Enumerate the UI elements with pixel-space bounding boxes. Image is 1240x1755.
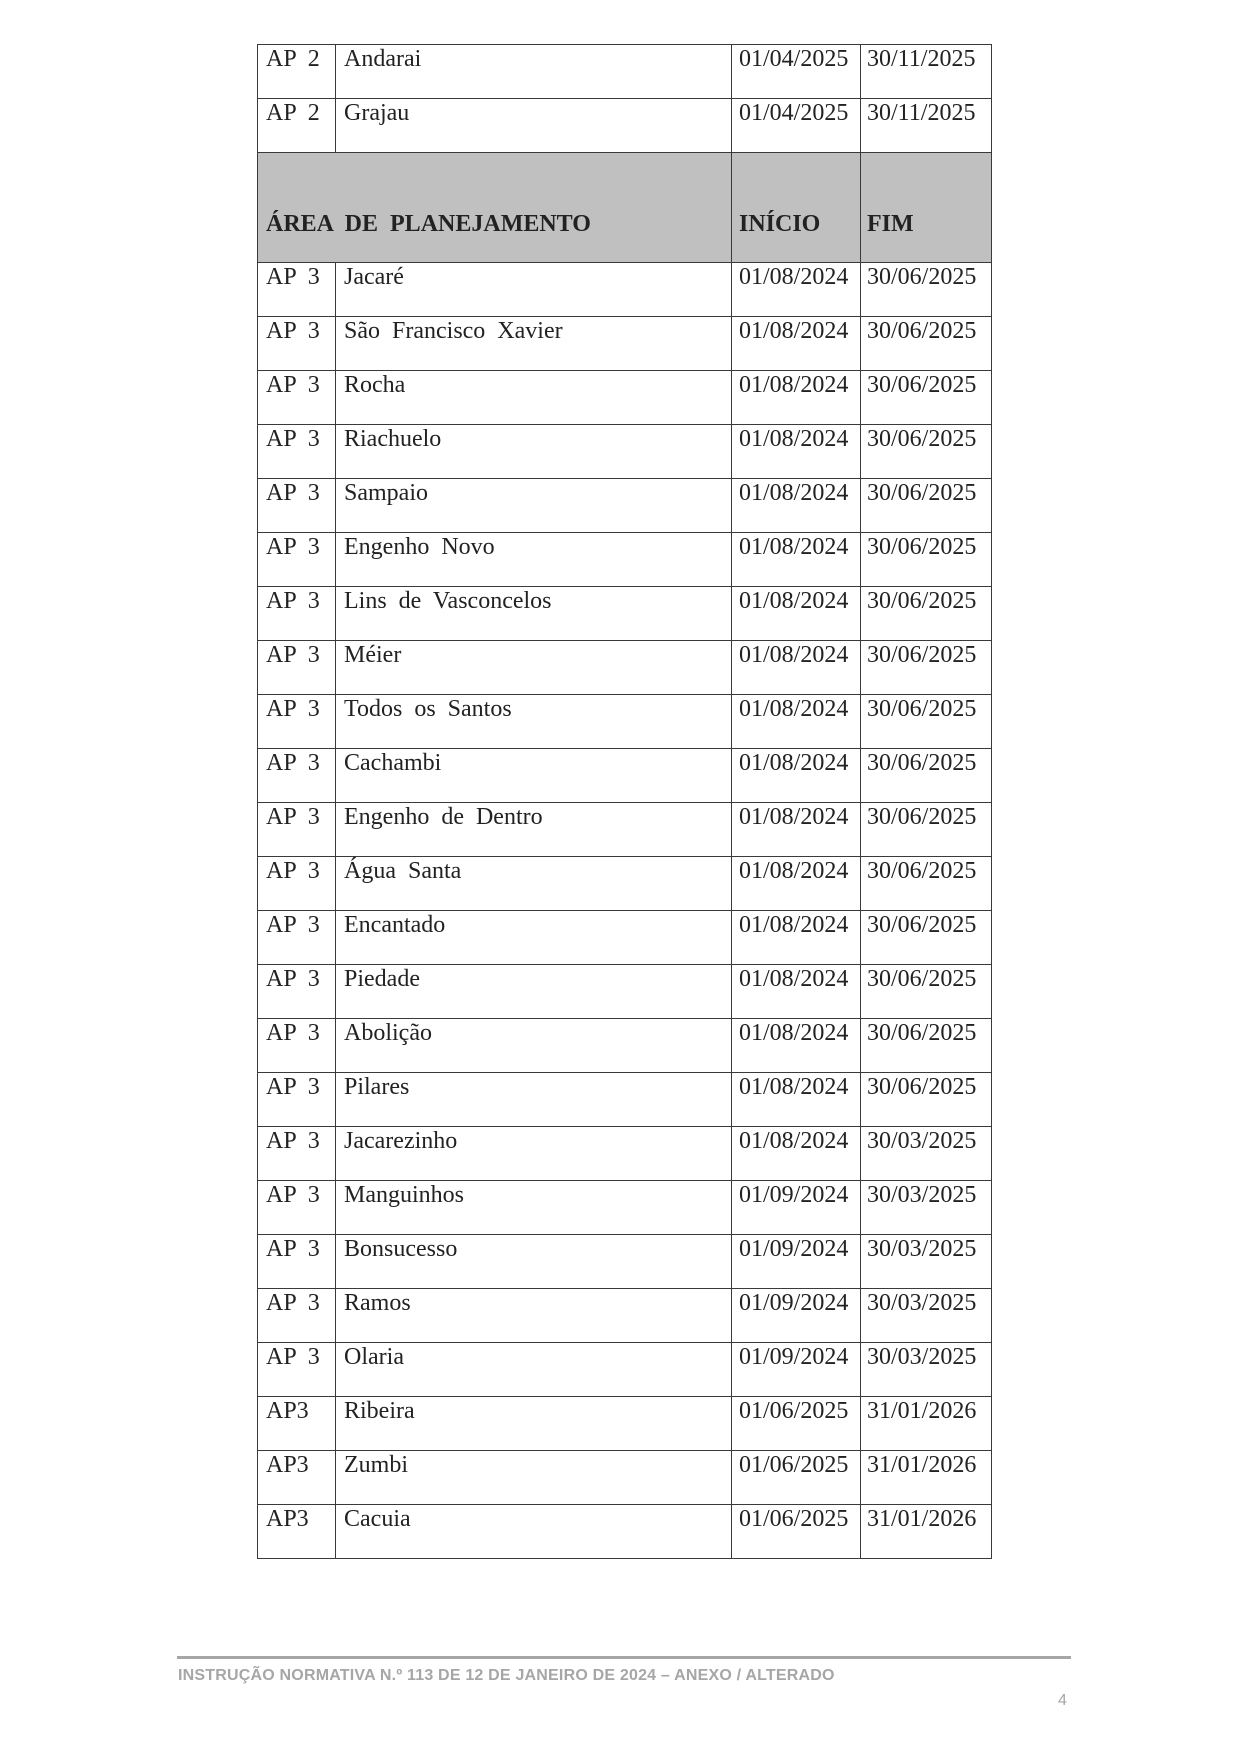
cell-area [336,45,732,99]
cell-inicio [732,641,861,695]
cell-area-text: Lins de Vasconcelos [344,588,552,614]
cell-inicio-text: 01/08/2024 [739,264,849,290]
table-row [258,1451,992,1505]
table-row [258,911,992,965]
cell-area-text: Ramos [344,1290,411,1316]
cell-area-text: Jacaré [344,264,404,290]
cell-ap-text: AP 3 [266,1290,320,1316]
table-row [258,425,992,479]
cell-inicio [732,803,861,857]
cell-fim-text: 30/06/2025 [867,372,977,398]
header-row [258,153,992,263]
cell-inicio [732,1397,861,1451]
cell-fim-text: 30/06/2025 [867,1074,977,1100]
table-row [258,371,992,425]
cell-inicio-text: 01/08/2024 [739,372,849,398]
cell-inicio-text: 01/08/2024 [739,534,849,560]
cell-area-text: Bonsucesso [344,1236,458,1262]
cell-fim [861,1451,992,1505]
cell-area-text: Ribeira [344,1398,415,1424]
cell-fim [861,641,992,695]
cell-area-text: Manguinhos [344,1182,464,1208]
cell-fim [861,479,992,533]
cell-inicio-text: 01/08/2024 [739,804,849,830]
cell-area [336,99,732,153]
cell-inicio-text: 01/09/2024 [739,1290,849,1316]
cell-ap [258,263,336,317]
cell-area [336,641,732,695]
cell-area [336,1451,732,1505]
cell-inicio [732,911,861,965]
cell-inicio [732,317,861,371]
cell-area-text: São Francisco Xavier [344,318,563,344]
cell-area-text: Grajau [344,100,410,126]
table-row [258,1019,992,1073]
cell-inicio [732,45,861,99]
cell-area-text: Todos os Santos [344,696,512,722]
cell-fim [861,1397,992,1451]
cell-area [336,749,732,803]
footer-divider [177,1656,1071,1659]
cell-fim [861,695,992,749]
cell-ap [258,1397,336,1451]
cell-area-text: Olaria [344,1344,404,1370]
cell-fim [861,749,992,803]
cell-ap-text: AP 3 [266,1128,320,1154]
cell-inicio [732,99,861,153]
cell-ap [258,1451,336,1505]
cell-area-text: Riachuelo [344,426,442,452]
cell-ap-text: AP 3 [266,1344,320,1370]
cell-inicio [732,749,861,803]
table-row [258,1235,992,1289]
cell-area [336,1235,732,1289]
cell-fim [861,263,992,317]
cell-fim-text: 30/11/2025 [867,46,976,72]
cell-fim [861,317,992,371]
page-number: 4 [1058,1692,1067,1709]
cell-ap [258,45,336,99]
cell-fim-text: 30/06/2025 [867,642,977,668]
cell-area [336,371,732,425]
cell-area-text: Jacarezinho [344,1128,458,1154]
cell-fim [861,857,992,911]
cell-inicio [732,1505,861,1559]
cell-inicio [732,371,861,425]
table-row [258,803,992,857]
cell-area-text: Engenho de Dentro [344,804,543,830]
header-area: ÁREA DE PLANEJAMENTO [258,153,732,263]
cell-ap-text: AP3 [266,1506,309,1532]
cell-fim-text: 30/06/2025 [867,318,977,344]
cell-ap-text: AP 3 [266,912,320,938]
cell-area [336,911,732,965]
cell-area-text: Engenho Novo [344,534,495,560]
cell-fim [861,1505,992,1559]
cell-area [336,965,732,1019]
cell-ap-text: AP 3 [266,804,320,830]
cell-ap [258,641,336,695]
cell-ap-text: AP 3 [266,1182,320,1208]
cell-inicio-text: 01/08/2024 [739,318,849,344]
cell-inicio [732,695,861,749]
cell-fim-text: 30/06/2025 [867,750,977,776]
cell-fim-text: 30/06/2025 [867,264,977,290]
table-row [258,695,992,749]
cell-fim-text: 30/03/2025 [867,1344,977,1370]
planning-area-table [257,44,992,1559]
table-body-main [258,263,992,1559]
cell-inicio [732,1019,861,1073]
cell-fim-text: 30/06/2025 [867,912,977,938]
cell-ap-text: AP 3 [266,858,320,884]
table-row [258,1181,992,1235]
cell-area-text: Zumbi [344,1452,408,1478]
cell-inicio-text: 01/08/2024 [739,1074,849,1100]
cell-ap-text: AP 2 [266,46,320,72]
cell-fim-text: 30/03/2025 [867,1236,977,1262]
cell-ap [258,1235,336,1289]
cell-fim [861,45,992,99]
cell-area [336,695,732,749]
cell-fim-text: 30/06/2025 [867,1020,977,1046]
cell-inicio [732,533,861,587]
table-row [258,1343,992,1397]
cell-fim [861,1073,992,1127]
cell-fim [861,1289,992,1343]
cell-area [336,1397,732,1451]
cell-area-text: Água Santa [344,858,462,884]
cell-area [336,1019,732,1073]
cell-fim-text: 30/06/2025 [867,696,977,722]
cell-inicio [732,1073,861,1127]
cell-ap [258,749,336,803]
table-row [258,587,992,641]
cell-ap [258,587,336,641]
cell-ap-text: AP 3 [266,426,320,452]
cell-fim-text: 30/11/2025 [867,100,976,126]
cell-ap-text: AP 3 [266,750,320,776]
cell-ap [258,533,336,587]
cell-ap-text: AP 3 [266,264,320,290]
cell-inicio [732,1451,861,1505]
cell-area-text: Piedade [344,966,420,992]
table-row [258,641,992,695]
cell-fim-text: 30/06/2025 [867,966,977,992]
cell-fim [861,1235,992,1289]
cell-inicio-text: 01/08/2024 [739,1128,849,1154]
cell-area-text: Cacuia [344,1506,411,1532]
table-row [258,857,992,911]
cell-inicio [732,479,861,533]
cell-ap [258,1343,336,1397]
cell-fim-text: 30/06/2025 [867,858,977,884]
cell-ap [258,911,336,965]
cell-area [336,317,732,371]
cell-fim-text: 30/06/2025 [867,804,977,830]
cell-fim-text: 30/03/2025 [867,1128,977,1154]
cell-fim [861,425,992,479]
cell-inicio [732,263,861,317]
cell-area [336,803,732,857]
cell-area-text: Sampaio [344,480,428,506]
cell-area-text: Méier [344,642,402,668]
cell-inicio-text: 01/04/2025 [739,46,849,72]
cell-inicio [732,857,861,911]
cell-inicio-text: 01/08/2024 [739,858,849,884]
cell-inicio-text: 01/08/2024 [739,966,849,992]
cell-fim [861,803,992,857]
cell-area [336,479,732,533]
cell-inicio [732,1343,861,1397]
cell-ap-text: AP 3 [266,318,320,344]
cell-inicio-text: 01/08/2024 [739,642,849,668]
cell-inicio-text: 01/08/2024 [739,480,849,506]
cell-ap [258,857,336,911]
cell-area-text: Abolição [344,1020,432,1046]
cell-fim-text: 30/03/2025 [867,1290,977,1316]
cell-ap [258,1073,336,1127]
cell-area [336,1505,732,1559]
cell-fim [861,911,992,965]
cell-fim [861,1343,992,1397]
cell-ap-text: AP 2 [266,100,320,126]
cell-ap [258,371,336,425]
table-row [258,1073,992,1127]
table-row [258,479,992,533]
cell-fim-text: 30/03/2025 [867,1182,977,1208]
cell-area [336,1127,732,1181]
cell-ap [258,1019,336,1073]
cell-ap [258,317,336,371]
cell-ap [258,479,336,533]
cell-ap-text: AP 3 [266,966,320,992]
cell-ap-text: AP 3 [266,1236,320,1262]
cell-fim-text: 30/06/2025 [867,426,977,452]
cell-fim [861,1019,992,1073]
cell-area [336,1289,732,1343]
table-row [258,533,992,587]
cell-inicio-text: 01/06/2025 [739,1452,849,1478]
table-row [258,317,992,371]
cell-inicio-text: 01/09/2024 [739,1236,849,1262]
cell-fim-text: 31/01/2026 [867,1398,977,1424]
cell-area-text: Andarai [344,46,422,72]
table-row [258,45,992,99]
table-row [258,1505,992,1559]
cell-ap-text: AP3 [266,1398,309,1424]
table-row [258,263,992,317]
cell-ap [258,965,336,1019]
table-row [258,1289,992,1343]
cell-inicio [732,1289,861,1343]
cell-inicio-text: 01/09/2024 [739,1182,849,1208]
cell-area [336,425,732,479]
cell-ap [258,425,336,479]
cell-area [336,857,732,911]
cell-inicio [732,965,861,1019]
table-row [258,99,992,153]
cell-ap [258,1289,336,1343]
cell-inicio-text: 01/06/2025 [739,1398,849,1424]
cell-area-text: Rocha [344,372,406,398]
cell-ap-text: AP3 [266,1452,309,1478]
cell-fim [861,1181,992,1235]
cell-fim-text: 30/06/2025 [867,534,977,560]
cell-area [336,1343,732,1397]
cell-ap-text: AP 3 [266,534,320,560]
cell-area [336,587,732,641]
cell-ap-text: AP 3 [266,588,320,614]
cell-fim [861,99,992,153]
footer-title: INSTRUÇÃO NORMATIVA N.º 113 DE 12 DE JANEIRO DE 2024 – ANEXO / ALTERADO [178,1667,835,1684]
cell-fim [861,1127,992,1181]
cell-inicio [732,1127,861,1181]
cell-area [336,1181,732,1235]
cell-inicio-text: 01/04/2025 [739,100,849,126]
cell-ap [258,803,336,857]
table-row [258,1397,992,1451]
cell-ap-text: AP 3 [266,372,320,398]
cell-inicio-text: 01/08/2024 [739,426,849,452]
cell-fim-text: 31/01/2026 [867,1506,977,1532]
cell-inicio [732,425,861,479]
cell-area [336,263,732,317]
cell-fim [861,533,992,587]
cell-inicio-text: 01/08/2024 [739,696,849,722]
cell-inicio-text: 01/08/2024 [739,750,849,776]
cell-inicio-text: 01/08/2024 [739,1020,849,1046]
cell-ap-text: AP 3 [266,480,320,506]
cell-inicio-text: 01/08/2024 [739,912,849,938]
table-header [258,153,992,263]
table-row [258,749,992,803]
cell-ap [258,1127,336,1181]
table-row [258,1127,992,1181]
header-fim: FIM [861,153,992,263]
cell-ap-text: AP 3 [266,642,320,668]
cell-fim [861,965,992,1019]
table-row [258,965,992,1019]
cell-inicio [732,1181,861,1235]
cell-fim-text: 31/01/2026 [867,1452,977,1478]
cell-area [336,1073,732,1127]
table-body-top [258,45,992,153]
cell-ap [258,1181,336,1235]
cell-ap-text: AP 3 [266,1020,320,1046]
cell-ap [258,99,336,153]
cell-area-text: Encantado [344,912,446,938]
cell-fim-text: 30/06/2025 [867,480,977,506]
cell-area-text: Pilares [344,1074,410,1100]
cell-ap [258,695,336,749]
cell-fim-text: 30/06/2025 [867,588,977,614]
cell-inicio [732,587,861,641]
cell-inicio-text: 01/08/2024 [739,588,849,614]
cell-area-text: Cachambi [344,750,442,776]
cell-ap [258,1505,336,1559]
cell-area [336,533,732,587]
cell-inicio [732,1235,861,1289]
cell-fim [861,371,992,425]
cell-inicio-text: 01/09/2024 [739,1344,849,1370]
cell-ap-text: AP 3 [266,1074,320,1100]
cell-fim [861,587,992,641]
cell-ap-text: AP 3 [266,696,320,722]
header-inicio: INÍCIO [732,153,861,263]
cell-inicio-text: 01/06/2025 [739,1506,849,1532]
